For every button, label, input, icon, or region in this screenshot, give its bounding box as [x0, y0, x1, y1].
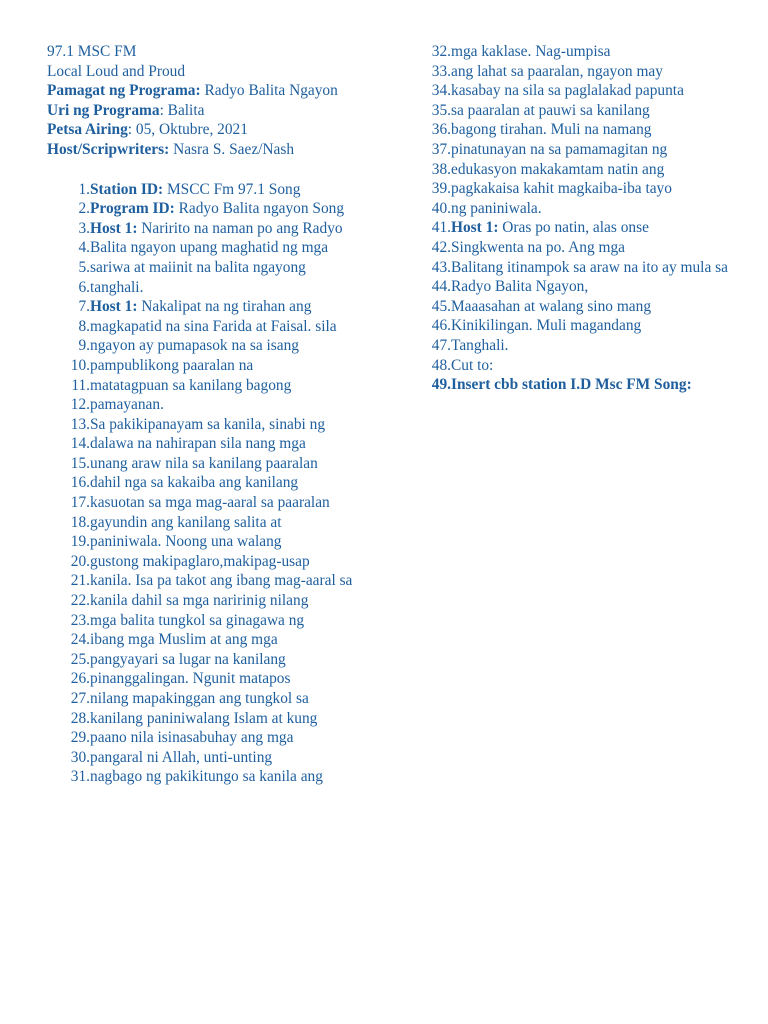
line-number: 45. [431, 297, 451, 315]
line-number: 18. [70, 513, 90, 531]
line-content [451, 101, 749, 121]
line-content [451, 81, 749, 101]
program-type-value: : Balita [159, 101, 205, 119]
line-number: 33. [431, 62, 451, 80]
line-content [451, 42, 749, 62]
line-content [90, 591, 387, 611]
script-header [47, 42, 387, 160]
line-text: Balita ngayon upang maghatid ng mga [90, 239, 329, 257]
script-line [47, 376, 387, 396]
line-content [90, 473, 387, 493]
line-content [451, 199, 749, 219]
line-text: pinanggalingan. Ngunit matapos [90, 670, 291, 688]
speaker-label: Program ID: [90, 200, 175, 218]
line-content [90, 219, 387, 239]
script-line [429, 375, 749, 395]
line-number: 6. [78, 278, 90, 296]
line-number: 3. [78, 219, 90, 237]
line-number: 24. [70, 631, 90, 649]
script-line [47, 552, 387, 572]
line-number: 43. [431, 258, 451, 276]
script-line [47, 709, 387, 729]
line-text: paano nila isinasabuhay ang mga [90, 729, 294, 747]
line-number: 34. [431, 82, 451, 100]
line-text: Singkwenta na po. Ang mga [451, 238, 625, 256]
line-content [451, 62, 749, 82]
line-text: magkapatid na sina Farida at Faisal. sila [90, 317, 337, 335]
script-line [429, 160, 749, 180]
line-content [90, 552, 387, 572]
script-line [47, 650, 387, 670]
script-line [429, 199, 749, 219]
line-number: 20. [70, 552, 90, 570]
line-number: 12. [70, 396, 90, 414]
line-content [90, 356, 387, 376]
script-line [47, 473, 387, 493]
host-label: Host/Scripwriters: [47, 140, 170, 158]
line-content [90, 709, 387, 729]
line-content [90, 571, 387, 591]
script-line [47, 415, 387, 435]
left-column [47, 42, 387, 787]
line-text: pamayanan. [90, 396, 164, 414]
line-text: Radyo Balita Ngayon, [451, 278, 589, 296]
line-number: 9. [78, 337, 90, 355]
script-line [47, 669, 387, 689]
script-line [47, 611, 387, 631]
line-number: 41. [431, 219, 451, 237]
speaker-label: Host 1: [451, 219, 499, 237]
line-text: edukasyon makakamtam natin ang [451, 160, 665, 178]
line-content [451, 258, 749, 278]
speaker-label: Host 1: [90, 298, 138, 316]
script-line [47, 532, 387, 552]
line-text: pampublikong paaralan na [90, 356, 254, 374]
line-text: MSCC Fm 97.1 Song [163, 180, 301, 198]
script-line [429, 81, 749, 101]
script-line [429, 336, 749, 356]
script-line [429, 316, 749, 336]
line-text: bagong tirahan. Muli na namang [451, 121, 652, 139]
script-line [429, 62, 749, 82]
script-line [47, 238, 387, 258]
line-content [451, 277, 749, 297]
line-number: 10. [70, 356, 90, 374]
line-text: dalawa na nahirapan sila nang mga [90, 435, 306, 453]
line-number: 42. [431, 238, 451, 256]
script-line [429, 218, 749, 238]
script-line [47, 258, 387, 278]
script-line [429, 297, 749, 317]
host-value: Nasra S. Saez/Nash [169, 140, 295, 158]
script-line [47, 728, 387, 748]
line-content [451, 140, 749, 160]
line-content [90, 395, 387, 415]
line-number: 29. [70, 729, 90, 747]
script-line [47, 591, 387, 611]
line-number: 31. [70, 768, 90, 786]
line-text: nagbago ng pakikitungo sa kanila ang [90, 768, 323, 786]
line-number: 37. [431, 140, 451, 158]
line-content [90, 669, 387, 689]
line-number: 14. [70, 435, 90, 453]
line-text: Nakalipat na ng tirahan ang [137, 298, 312, 316]
line-text: Cut to: [451, 356, 494, 374]
script-line [429, 258, 749, 278]
line-content [90, 278, 387, 298]
line-number: 49. [431, 376, 451, 394]
line-number: 30. [70, 748, 90, 766]
line-number: 5. [78, 258, 90, 276]
line-text: mga balita tungkol sa ginagawa ng [90, 611, 305, 629]
line-text: ng paniniwala. [451, 199, 542, 217]
line-content [90, 317, 387, 337]
line-content [90, 238, 387, 258]
script-line [47, 630, 387, 650]
line-number: 1. [78, 180, 90, 198]
script-lines-right [429, 42, 749, 395]
line-content [90, 454, 387, 474]
line-number: 35. [431, 101, 451, 119]
airing-date-value: : 05, Oktubre, 2021 [127, 121, 248, 139]
line-text: Maaasahan at walang sino mang [451, 297, 652, 315]
line-content [451, 120, 749, 140]
line-text: Tanghali. [451, 336, 509, 354]
line-number: 22. [70, 592, 90, 610]
line-text: ibang mga Muslim at ang mga [90, 631, 278, 649]
program-title-value: Radyo Balita Ngayon [200, 82, 338, 100]
line-text: pagkakaisa kahit magkaiba-iba tayo [451, 180, 672, 198]
line-text: ngayon ay pumapasok na sa isang [90, 337, 300, 355]
airing-date-line [47, 120, 387, 140]
line-text: Naririto na naman po ang Radyo [137, 219, 343, 237]
line-number: 32. [431, 43, 451, 60]
line-number: 8. [78, 317, 90, 335]
line-number: 38. [431, 160, 451, 178]
line-text: gayundin ang kanilang salita at [90, 513, 282, 531]
script-line [429, 101, 749, 121]
line-content [90, 258, 387, 278]
line-text: tanghali. [90, 278, 144, 296]
program-type-line [47, 101, 387, 121]
line-text: Oras po natin, alas onse [498, 219, 649, 237]
script-line [47, 199, 387, 219]
line-number: 7. [78, 298, 90, 316]
airing-date-label: Petsa Airing [47, 121, 128, 139]
script-line [47, 278, 387, 298]
script-line [47, 493, 387, 513]
line-content [90, 748, 387, 768]
program-title-line [47, 81, 387, 101]
line-content [451, 218, 749, 238]
line-content [90, 532, 387, 552]
station-tagline: Local Loud and Proud [47, 62, 186, 80]
line-text: matatagpuan sa kanilang bagong [90, 376, 292, 394]
line-content [451, 316, 749, 336]
line-number: 2. [78, 200, 90, 218]
line-text: Kinikilingan. Muli magandang [451, 317, 642, 335]
script-line [47, 571, 387, 591]
line-number: 26. [70, 670, 90, 688]
script-line [429, 356, 749, 376]
script-line [47, 317, 387, 337]
line-content [451, 375, 749, 395]
line-content [90, 493, 387, 513]
speaker-label: Host 1: [90, 219, 138, 237]
line-text: paniniwala. Noong una walang [90, 533, 282, 551]
line-content [451, 356, 749, 376]
line-text: kasabay na sila sa paglalakad papunta [451, 82, 684, 100]
script-line [47, 748, 387, 768]
line-number: 13. [70, 415, 90, 433]
line-number: 17. [70, 494, 90, 512]
line-number: 4. [78, 239, 90, 257]
line-number: 44. [431, 278, 451, 296]
line-number: 28. [70, 709, 90, 727]
line-text: kasuotan sa mga mag-aaral sa paaralan [90, 494, 330, 512]
script-line [429, 179, 749, 199]
line-number: 25. [70, 650, 90, 668]
line-number: 39. [431, 180, 451, 198]
line-content [90, 336, 387, 356]
line-content [90, 689, 387, 709]
line-text: dahil nga sa kakaiba ang kanilang [90, 474, 299, 492]
line-content [90, 180, 387, 200]
line-content [90, 630, 387, 650]
line-number: 15. [70, 454, 90, 472]
line-number: 47. [431, 336, 451, 354]
script-line [429, 120, 749, 140]
line-text: kanilang paniniwalang Islam at kung [90, 709, 318, 727]
program-type-label: Uri ng Programa [47, 101, 160, 119]
script-line [47, 180, 387, 200]
script-lines-left [47, 180, 387, 787]
line-number: 27. [70, 690, 90, 707]
line-content [90, 297, 387, 317]
script-line [47, 336, 387, 356]
line-number: 48. [431, 356, 451, 374]
program-title-label: Pamagat ng Programa: [47, 82, 201, 100]
line-number: 11. [71, 376, 90, 394]
line-text: pangaral ni Allah, unti-unting [90, 748, 273, 766]
script-line [47, 356, 387, 376]
line-number: 46. [431, 317, 451, 335]
line-number: 36. [431, 121, 451, 139]
script-line [47, 513, 387, 533]
line-text: unang araw nila sa kanilang paaralan [90, 454, 318, 472]
script-line [429, 140, 749, 160]
line-text: nilang mapakinggan ang tungkol sa [90, 690, 309, 707]
line-text: pangyayari sa lugar na kanilang [90, 650, 286, 668]
script-line [429, 238, 749, 258]
line-content [90, 650, 387, 670]
script-line [47, 767, 387, 787]
line-number: 40. [431, 199, 451, 217]
line-text: gustong makipaglaro,makipag-usap [90, 552, 310, 570]
line-content [90, 199, 387, 219]
script-line [47, 395, 387, 415]
line-content [90, 767, 387, 787]
line-content [90, 513, 387, 533]
line-text: kanila. Isa pa takot ang ibang mag-aaral sa [90, 572, 353, 590]
line-text: Sa pakikipanayam sa kanila, sinabi ng [90, 415, 326, 433]
right-column [429, 42, 749, 395]
line-text: ang lahat sa paaralan, ngayon may [451, 62, 663, 80]
line-content [90, 376, 387, 396]
line-number: 16. [70, 474, 90, 492]
script-line [47, 297, 387, 317]
line-content [451, 336, 749, 356]
speaker-label: Station ID: [90, 180, 164, 198]
line-text: sa paaralan at pauwi sa kanilang [451, 101, 650, 119]
line-text: pinatunayan na sa pamamagitan ng [451, 140, 668, 158]
line-content [451, 297, 749, 317]
line-text: mga kaklase. Nag-umpisa [451, 43, 611, 60]
line-text: kanila dahil sa mga naririnig nilang [90, 592, 309, 610]
station-name: 97.1 MSC FM [47, 43, 137, 60]
host-line [47, 140, 387, 160]
line-content [451, 238, 749, 258]
script-line [47, 454, 387, 474]
line-text: Radyo Balita ngayon Song [174, 200, 345, 218]
line-content [90, 434, 387, 454]
line-text: Balitang itinampok sa araw na ito ay mula sa [451, 258, 728, 276]
line-content [90, 728, 387, 748]
line-content [90, 415, 387, 435]
line-number: 19. [70, 533, 90, 551]
line-content [90, 611, 387, 631]
script-line [47, 219, 387, 239]
line-text: Insert cbb station I.D Msc FM Song: [451, 376, 692, 394]
line-content [451, 160, 749, 180]
script-line [47, 689, 387, 709]
script-line [429, 277, 749, 297]
line-content [451, 179, 749, 199]
script-line [429, 42, 749, 62]
line-number: 23. [70, 611, 90, 629]
line-text: sariwa at maiinit na balita ngayong [90, 258, 306, 276]
line-number: 21. [70, 572, 90, 590]
script-line [47, 434, 387, 454]
